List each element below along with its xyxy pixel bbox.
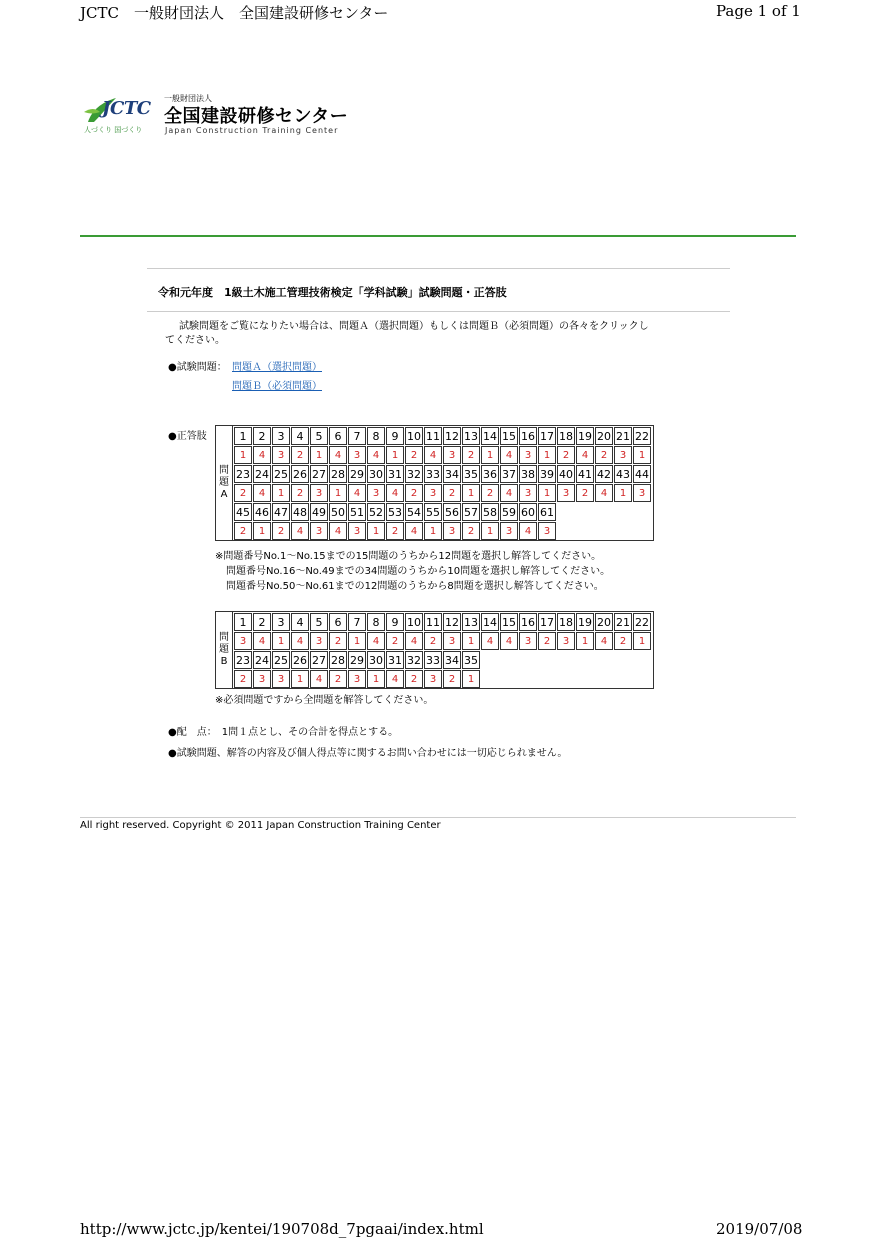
question-number-cell: 40 — [557, 465, 575, 483]
answer-table-a — [215, 425, 654, 541]
question-number-cell: 9 — [386, 613, 404, 631]
answer-cell: 2 — [291, 484, 309, 502]
answer-cell: 1 — [538, 446, 556, 464]
answer-cell: 4 — [386, 670, 404, 688]
question-number-cell: 6 — [329, 427, 347, 445]
answer-cell: 1 — [272, 632, 290, 650]
answer-cell: 4 — [576, 446, 594, 464]
question-number-cell: 32 — [405, 651, 423, 669]
question-number-cell: 15 — [500, 613, 518, 631]
question-number-cell: 2 — [253, 427, 271, 445]
answer-cell: 2 — [329, 632, 347, 650]
answers-label: ●正答肢 — [168, 431, 207, 442]
logo-org-name: 全国建設研修センター — [164, 106, 349, 127]
answer-cell: 2 — [329, 670, 347, 688]
question-number-row — [234, 651, 652, 669]
answer-cell: 2 — [234, 484, 252, 502]
answer-cell: 4 — [329, 522, 347, 540]
question-number-cell: 38 — [519, 465, 537, 483]
answer-cell: 3 — [519, 446, 537, 464]
answer-cell: 4 — [348, 484, 366, 502]
answer-cell: 2 — [386, 632, 404, 650]
print-header-page: Page 1 of 1 — [716, 2, 801, 20]
question-number-cell: 36 — [481, 465, 499, 483]
question-number-cell: 24 — [253, 465, 271, 483]
answer-cell: 3 — [234, 632, 252, 650]
answer-cell: 1 — [367, 670, 385, 688]
answer-cell: 4 — [253, 632, 271, 650]
question-number-cell: 28 — [329, 651, 347, 669]
logo-mark-subtext: 人づくり 国づくり — [84, 126, 143, 134]
jctc-logo-mark — [82, 92, 154, 138]
answer-cell: 3 — [253, 670, 271, 688]
question-number-cell: 11 — [424, 613, 442, 631]
question-number-cell: 34 — [443, 465, 461, 483]
answer-cell: 2 — [386, 522, 404, 540]
question-number-cell: 46 — [253, 503, 271, 521]
scoring-note: ●配 点： 1問１点とし、その合計を得点とする。 — [168, 727, 399, 738]
question-number-cell: 56 — [443, 503, 461, 521]
question-number-cell: 18 — [557, 427, 575, 445]
question-number-cell: 47 — [272, 503, 290, 521]
answer-cell: 2 — [405, 446, 423, 464]
logo-mark-text: JCTC — [102, 98, 151, 119]
answer-cell: 2 — [614, 632, 632, 650]
note-a-1: ※問題番号No.1～No.15までの15問題のうちから12問題を選択し解答してください。 — [215, 551, 602, 562]
answer-cell: 2 — [234, 522, 252, 540]
footer-divider — [80, 817, 796, 818]
question-number-cell: 13 — [462, 427, 480, 445]
answer-cell: 2 — [405, 484, 423, 502]
question-number-cell: 22 — [633, 613, 651, 631]
question-number-cell: 21 — [614, 427, 632, 445]
question-number-cell: 32 — [405, 465, 423, 483]
question-number-cell: 2 — [253, 613, 271, 631]
question-number-row — [234, 427, 652, 445]
site-logo[interactable] — [82, 92, 352, 138]
question-number-cell: 14 — [481, 613, 499, 631]
copyright: All right reserved. Copyright © 2011 Japan Construction Training Center — [80, 820, 441, 831]
answer-cell: 1 — [633, 446, 651, 464]
answer-cell: 2 — [405, 670, 423, 688]
answer-cell: 2 — [557, 446, 575, 464]
question-number-cell: 43 — [614, 465, 632, 483]
answer-cell: 2 — [481, 484, 499, 502]
question-number-cell: 58 — [481, 503, 499, 521]
table-a-side-label: 問 題 A — [216, 426, 233, 540]
question-number-cell: 31 — [386, 465, 404, 483]
question-number-row — [234, 503, 652, 521]
print-footer-url: http://www.jctc.jp/kentei/190708d_7pgaai/index.html — [80, 1220, 484, 1238]
answer-cell: 4 — [500, 484, 518, 502]
question-number-cell: 30 — [367, 465, 385, 483]
question-number-cell: 16 — [519, 613, 537, 631]
question-number-cell: 35 — [462, 651, 480, 669]
question-number-cell: 48 — [291, 503, 309, 521]
question-number-cell: 27 — [310, 465, 328, 483]
question-number-cell: 7 — [348, 613, 366, 631]
inquiry-note: ●試験問題、解答の内容及び個人得点等に関するお問い合わせには一切応じられません。 — [168, 748, 568, 759]
answer-cell: 4 — [291, 632, 309, 650]
answer-cell: 3 — [443, 446, 461, 464]
answer-cell: 1 — [614, 484, 632, 502]
question-number-cell: 3 — [272, 427, 290, 445]
question-number-cell: 29 — [348, 465, 366, 483]
answer-cell: 1 — [253, 522, 271, 540]
question-number-cell: 23 — [234, 651, 252, 669]
print-header-title: JCTC 一般財団法人 全国建設研修センター — [80, 4, 389, 22]
answer-table-b — [215, 611, 654, 689]
answer-cell: 1 — [538, 484, 556, 502]
answer-cell: 3 — [614, 446, 632, 464]
answer-cell: 3 — [348, 522, 366, 540]
question-number-cell: 45 — [234, 503, 252, 521]
answer-cell: 1 — [633, 632, 651, 650]
question-number-cell: 33 — [424, 465, 442, 483]
answer-cell: 1 — [462, 670, 480, 688]
question-number-cell: 19 — [576, 613, 594, 631]
question-number-cell: 25 — [272, 651, 290, 669]
answer-cell: 4 — [386, 484, 404, 502]
answer-cell: 4 — [329, 446, 347, 464]
answer-cell: 2 — [538, 632, 556, 650]
answer-cell: 4 — [367, 446, 385, 464]
question-number-cell: 13 — [462, 613, 480, 631]
question-number-cell: 3 — [272, 613, 290, 631]
answer-cell: 3 — [500, 522, 518, 540]
question-number-cell: 39 — [538, 465, 556, 483]
answer-row — [234, 670, 652, 688]
answer-cell: 4 — [481, 632, 499, 650]
answer-cell: 3 — [633, 484, 651, 502]
answer-cell: 4 — [253, 484, 271, 502]
question-number-cell: 55 — [424, 503, 442, 521]
answer-cell: 3 — [424, 484, 442, 502]
question-number-cell: 7 — [348, 427, 366, 445]
logo-english-name: Japan Construction Training Center — [165, 126, 339, 135]
answer-cell: 4 — [500, 446, 518, 464]
question-number-cell: 54 — [405, 503, 423, 521]
question-number-cell: 1 — [234, 613, 252, 631]
question-number-cell: 4 — [291, 613, 309, 631]
title-bottom-rule — [147, 311, 730, 312]
answer-cell: 1 — [481, 446, 499, 464]
question-number-cell: 1 — [234, 427, 252, 445]
question-number-cell: 16 — [519, 427, 537, 445]
answer-row — [234, 484, 652, 502]
answer-cell: 4 — [405, 632, 423, 650]
answer-cell: 1 — [348, 632, 366, 650]
question-number-cell: 49 — [310, 503, 328, 521]
answer-cell: 4 — [405, 522, 423, 540]
question-number-cell: 60 — [519, 503, 537, 521]
question-number-cell: 37 — [500, 465, 518, 483]
answer-cell: 3 — [367, 484, 385, 502]
answer-cell: 1 — [462, 484, 480, 502]
question-b-link[interactable]: 問題Ｂ（必須問題） — [232, 381, 322, 392]
header-divider — [80, 235, 796, 237]
question-number-cell: 29 — [348, 651, 366, 669]
answer-cell: 3 — [272, 670, 290, 688]
question-number-cell: 12 — [443, 613, 461, 631]
answer-cell: 2 — [576, 484, 594, 502]
question-number-cell: 5 — [310, 427, 328, 445]
answer-row — [234, 446, 652, 464]
answer-cell: 3 — [424, 670, 442, 688]
question-number-cell: 23 — [234, 465, 252, 483]
answer-cell: 1 — [386, 446, 404, 464]
question-number-cell: 52 — [367, 503, 385, 521]
question-number-cell: 31 — [386, 651, 404, 669]
table-a-grid — [233, 426, 653, 540]
answer-cell: 3 — [310, 522, 328, 540]
question-number-cell: 8 — [367, 613, 385, 631]
answer-cell: 3 — [538, 522, 556, 540]
answer-cell: 2 — [272, 522, 290, 540]
answer-cell: 4 — [519, 522, 537, 540]
answer-cell: 3 — [310, 632, 328, 650]
question-number-cell: 20 — [595, 613, 613, 631]
answer-cell: 4 — [367, 632, 385, 650]
question-number-cell: 30 — [367, 651, 385, 669]
question-a-link[interactable]: 問題Ａ（選択問題） — [232, 362, 322, 373]
note-a-2: 問題番号No.16～No.49までの34問題のうちから10問題を選択し解答してください。 — [226, 566, 611, 577]
question-number-cell: 51 — [348, 503, 366, 521]
answer-cell: 3 — [557, 484, 575, 502]
table-b-grid — [233, 612, 653, 688]
question-number-cell: 57 — [462, 503, 480, 521]
question-number-cell: 50 — [329, 503, 347, 521]
question-number-row — [234, 613, 652, 631]
question-number-cell: 25 — [272, 465, 290, 483]
answer-cell: 3 — [443, 522, 461, 540]
page-title: 令和元年度 1級土木施工管理技術検定「学科試験」試験問題・正答肢 — [158, 286, 507, 299]
question-number-cell: 11 — [424, 427, 442, 445]
question-number-cell: 26 — [291, 465, 309, 483]
answer-cell: 3 — [310, 484, 328, 502]
question-number-cell: 27 — [310, 651, 328, 669]
answer-cell: 2 — [595, 446, 613, 464]
answer-cell: 3 — [519, 484, 537, 502]
question-number-cell: 42 — [595, 465, 613, 483]
question-number-cell: 34 — [443, 651, 461, 669]
answer-cell: 3 — [272, 446, 290, 464]
answer-cell: 3 — [348, 670, 366, 688]
question-number-cell: 28 — [329, 465, 347, 483]
answer-cell: 2 — [443, 484, 461, 502]
note-a-3: 問題番号No.50～No.61までの12問題のうちから8問題を選択し解答してください。 — [226, 581, 604, 592]
question-number-cell: 21 — [614, 613, 632, 631]
answer-cell: 1 — [329, 484, 347, 502]
question-number-cell: 24 — [253, 651, 271, 669]
question-number-cell: 17 — [538, 427, 556, 445]
answer-cell: 4 — [595, 632, 613, 650]
question-number-cell: 9 — [386, 427, 404, 445]
question-number-cell: 8 — [367, 427, 385, 445]
answer-cell: 1 — [462, 632, 480, 650]
table-b-side-label: 問 題 B — [216, 612, 233, 688]
answer-cell: 2 — [462, 522, 480, 540]
logo-org-type: 一般財団法人 — [164, 94, 212, 103]
answer-cell: 2 — [424, 632, 442, 650]
question-number-cell: 5 — [310, 613, 328, 631]
questions-label: ●試験問題： — [168, 362, 227, 373]
answer-cell: 1 — [367, 522, 385, 540]
question-number-cell: 59 — [500, 503, 518, 521]
question-number-cell: 44 — [633, 465, 651, 483]
answer-cell: 4 — [424, 446, 442, 464]
question-number-cell: 12 — [443, 427, 461, 445]
question-number-cell: 4 — [291, 427, 309, 445]
answer-cell: 3 — [348, 446, 366, 464]
answer-cell: 1 — [576, 632, 594, 650]
answer-cell: 4 — [253, 446, 271, 464]
answer-cell: 4 — [595, 484, 613, 502]
question-number-cell: 33 — [424, 651, 442, 669]
answer-cell: 1 — [234, 446, 252, 464]
question-number-cell: 22 — [633, 427, 651, 445]
answer-cell: 2 — [443, 670, 461, 688]
title-top-rule — [147, 268, 730, 269]
answer-cell: 2 — [462, 446, 480, 464]
question-number-cell: 18 — [557, 613, 575, 631]
answer-cell: 1 — [291, 670, 309, 688]
question-number-cell: 26 — [291, 651, 309, 669]
answer-cell: 4 — [291, 522, 309, 540]
answer-cell: 4 — [310, 670, 328, 688]
question-number-cell: 10 — [405, 613, 423, 631]
question-number-cell: 15 — [500, 427, 518, 445]
answer-cell: 3 — [557, 632, 575, 650]
answer-cell: 2 — [291, 446, 309, 464]
answer-cell: 2 — [234, 670, 252, 688]
answer-cell: 4 — [500, 632, 518, 650]
question-number-cell: 10 — [405, 427, 423, 445]
answer-cell: 1 — [424, 522, 442, 540]
note-b: ※必須問題ですから全問題を解答してください。 — [215, 695, 434, 706]
question-number-cell: 17 — [538, 613, 556, 631]
print-footer-date: 2019/07/08 — [716, 1220, 803, 1238]
question-number-row — [234, 465, 652, 483]
question-number-cell: 61 — [538, 503, 556, 521]
question-number-cell: 6 — [329, 613, 347, 631]
answer-cell: 3 — [519, 632, 537, 650]
question-number-cell: 14 — [481, 427, 499, 445]
answer-cell: 1 — [481, 522, 499, 540]
question-number-cell: 41 — [576, 465, 594, 483]
question-number-cell: 19 — [576, 427, 594, 445]
answer-row — [234, 522, 652, 540]
answer-cell: 1 — [310, 446, 328, 464]
answer-cell: 3 — [443, 632, 461, 650]
intro-text: 試験問題をご覧になりたい場合は、問題Ａ（選択問題）もしくは問題Ｂ（必須問題）の各々をクリックしてください。 — [165, 321, 649, 346]
question-number-cell: 20 — [595, 427, 613, 445]
question-number-cell: 35 — [462, 465, 480, 483]
question-number-cell: 53 — [386, 503, 404, 521]
answer-row — [234, 632, 652, 650]
answer-cell: 1 — [272, 484, 290, 502]
